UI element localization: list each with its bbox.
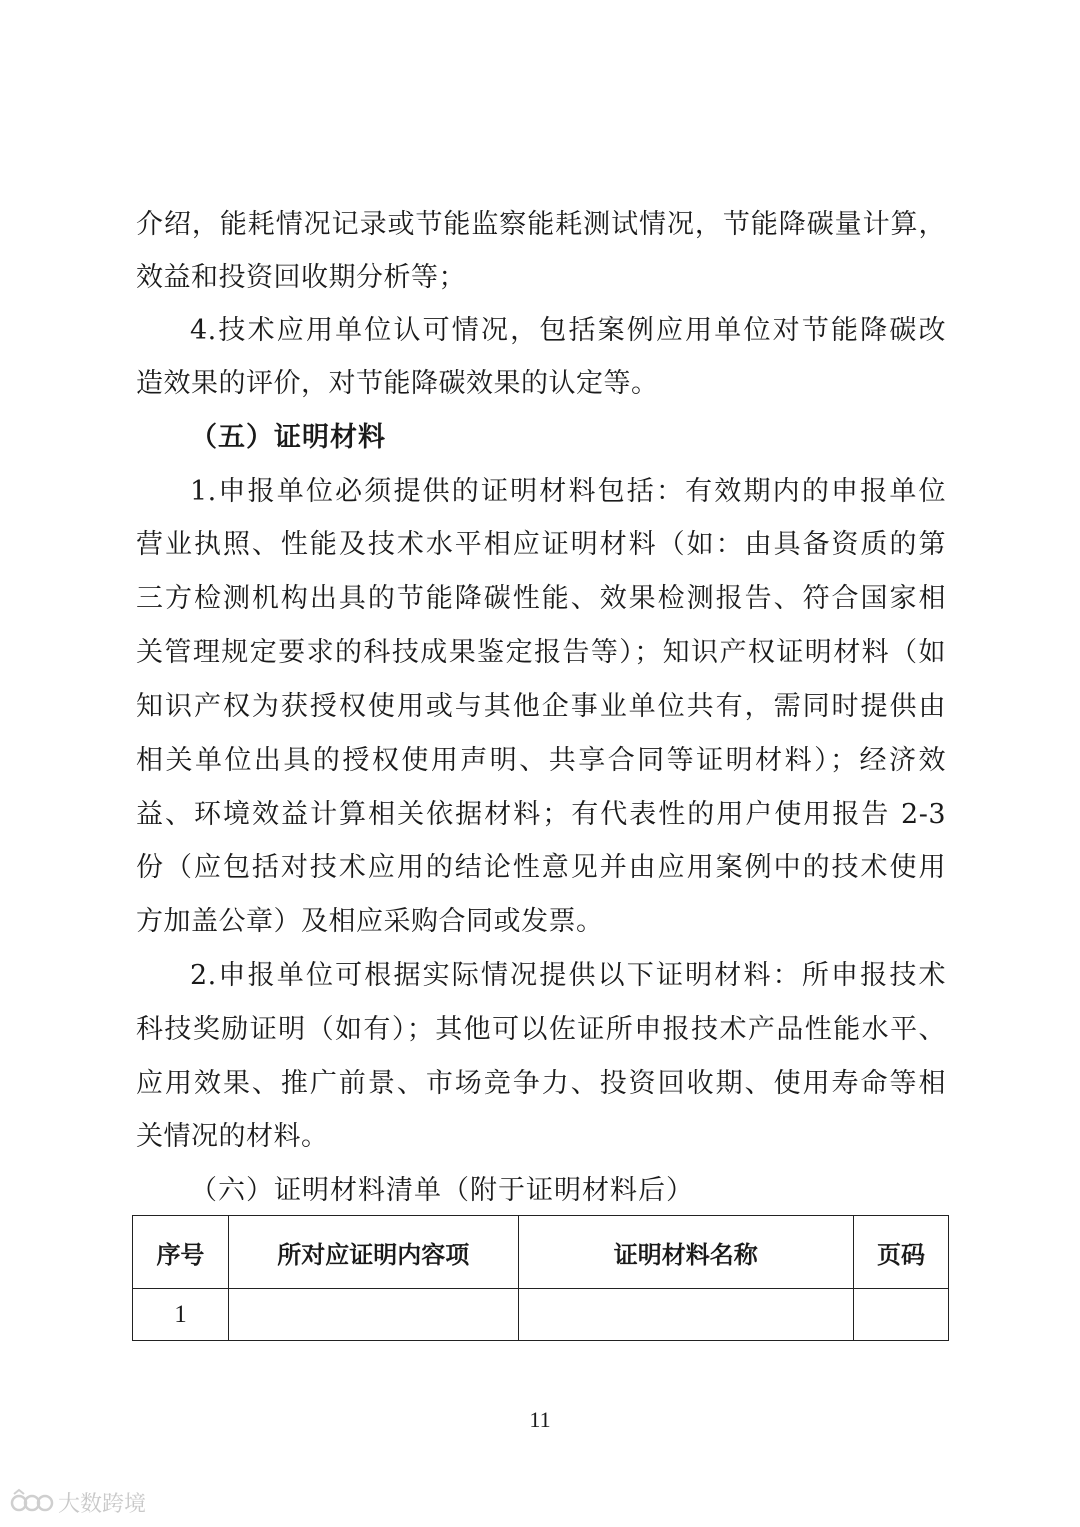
- body-line-8: 关管理规定要求的科技成果鉴定报告等）；知识产权证明材料（如: [136, 637, 946, 668]
- page-number: 11: [529, 1407, 551, 1432]
- body-line-3: 4.技术应用单位认可情况，包括案例应用单位对节能降碳改: [190, 315, 946, 346]
- materials-table: [132, 1215, 949, 1341]
- watermark-logo-icon: [10, 1488, 54, 1516]
- header-page-number: 页码: [854, 1216, 949, 1289]
- cell-material-name: [518, 1289, 854, 1341]
- body-line-7: 三方检测机构出具的节能降碳性能、效果检测报告、符合国家相: [136, 583, 946, 614]
- body-line-15: 科技奖励证明（如有）；其他可以佐证所申报技术产品性能水平、: [136, 1014, 946, 1045]
- table-row: [133, 1289, 949, 1341]
- watermark-text: 大数跨境: [58, 1491, 147, 1517]
- cell-content-item: [228, 1289, 518, 1341]
- cell-serial-number: 1: [133, 1289, 229, 1341]
- body-line-6: 营业执照、性能及技术水平相应证明材料（如：由具备资质的第: [136, 529, 946, 560]
- body-line-10: 相关单位出具的授权使用声明、共享合同等证明材料）；经济效: [136, 745, 946, 776]
- body-line-2: 效益和投资回收期分析等；: [136, 262, 466, 293]
- body-line-16: 应用效果、推广前景、市场竞争力、投资回收期、使用寿命等相: [136, 1068, 946, 1099]
- body-line-1: 介绍，能耗情况记录或节能监察能耗测试情况，节能降碳量计算，: [136, 209, 946, 240]
- body-line-17: 关情况的材料。: [136, 1121, 329, 1152]
- header-material-name: 证明材料名称: [518, 1216, 854, 1289]
- section-heading-five: （五）证明材料: [190, 422, 386, 453]
- body-line-4: 造效果的评价，对节能降碳效果的认定等。: [136, 368, 659, 399]
- body-line-5: 1.申报单位必须提供的证明材料包括：有效期内的申报单位: [190, 476, 946, 507]
- header-content-item: 所对应证明内容项: [228, 1216, 518, 1289]
- body-line-11: 益、环境效益计算相关依据材料；有代表性的用户使用报告 2-3: [136, 799, 946, 830]
- cell-page-number: [854, 1289, 949, 1341]
- body-line-12: 份（应包括对技术应用的结论性意见并由应用案例中的技术使用: [136, 852, 946, 883]
- body-line-13: 方加盖公章）及相应采购合同或发票。: [136, 906, 604, 937]
- body-line-9: 知识产权为获授权使用或与其他企事业单位共有，需同时提供由: [136, 691, 946, 722]
- body-line-14: 2.申报单位可根据实际情况提供以下证明材料：所申报技术: [190, 960, 946, 991]
- table-header-row: [133, 1216, 949, 1289]
- section-heading-six: （六）证明材料清单（附于证明材料后）: [190, 1175, 694, 1206]
- watermark: [10, 1487, 146, 1517]
- header-serial-number: 序号: [133, 1216, 229, 1289]
